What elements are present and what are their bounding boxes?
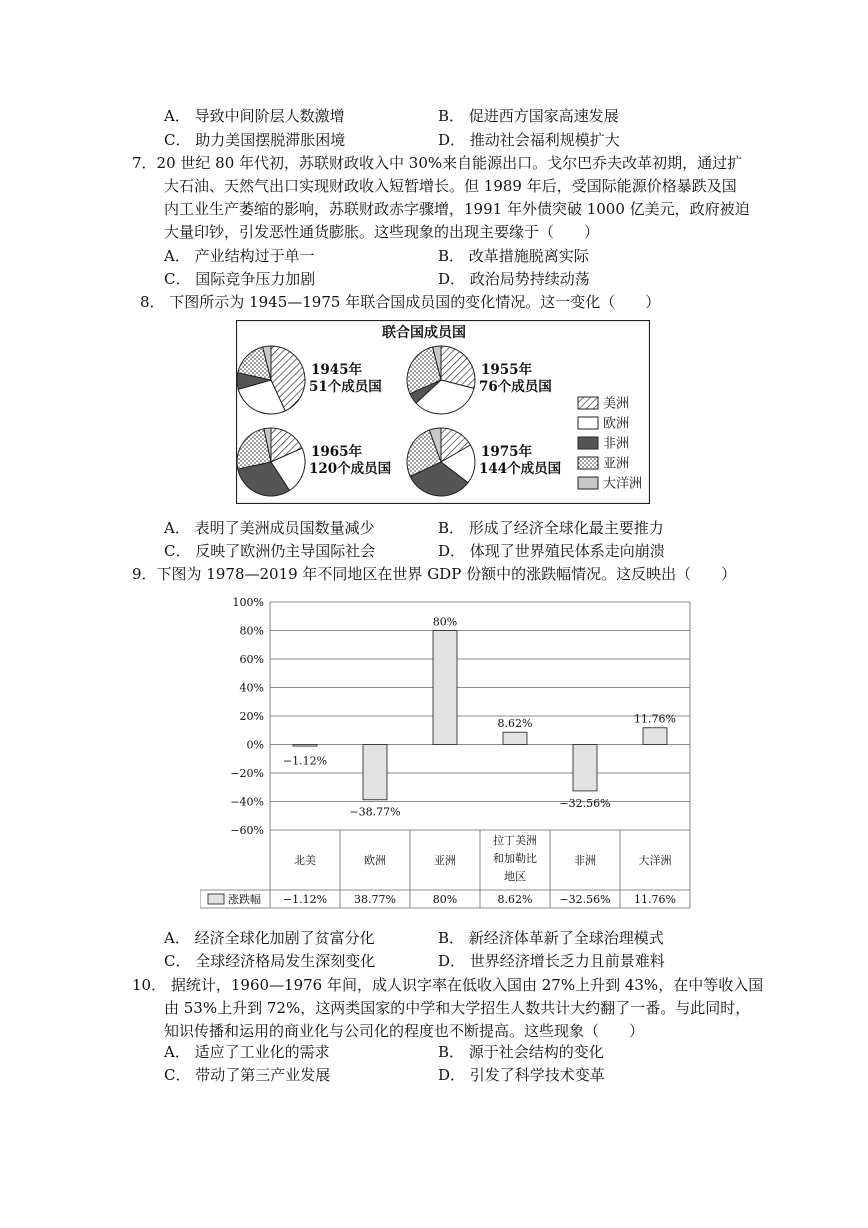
- table-value: −32.56%: [559, 893, 611, 906]
- series-swatch: [208, 894, 224, 904]
- q7-option-a: A． 产业结构过于单一: [164, 247, 315, 265]
- bar-2: [433, 631, 457, 745]
- q8-option-d: D． 体现了世界殖民体系走向崩溃: [438, 542, 665, 560]
- category-label: 拉丁美洲: [493, 834, 537, 847]
- gdp-share-bar-chart: [200, 592, 696, 912]
- pie-count-label: 76个成员国: [479, 379, 552, 395]
- y-tick-label: 40%: [239, 681, 264, 695]
- pie-count-label: 51个成员国: [309, 379, 382, 395]
- y-tick-label: 0%: [246, 738, 264, 752]
- y-tick-label: −20%: [230, 767, 264, 780]
- category-label: 亚洲: [434, 854, 456, 867]
- pie-count-label: 120个成员国: [309, 461, 392, 477]
- category-label: 大洋洲: [638, 854, 672, 867]
- q7-option-b: B． 改革措施脱离实际: [438, 247, 589, 265]
- category-label: 地区: [504, 870, 526, 883]
- q8-stem: 8． 下图所示为 1945—1975 年联合国成员国的变化情况。这一变化（ ）: [140, 293, 661, 311]
- q10-stem-line-2: 由 53%上升到 72%，这两类国家的中学和大学招生人数共计大约翻了一番。与此同时，: [164, 999, 751, 1017]
- q7-stem-line-3: 内工业生产萎缩的影响，苏联财政赤字骤增，1991 年外债突破 1000 亿美元，政府被迫: [164, 200, 750, 218]
- bar-data-label: 80%: [432, 615, 458, 629]
- pie-year-label: 1945年: [311, 362, 363, 378]
- q10-option-d: D． 引发了科学技术变革: [438, 1066, 605, 1084]
- q9-option-b: B． 新经济体革新了全球治理模式: [438, 929, 664, 947]
- legend-swatch: [578, 457, 598, 469]
- q6-option-b: B． 促进西方国家高速发展: [438, 107, 619, 125]
- q7-stem-line-1: 7．20 世纪 80 年代初，苏联财政收入中 30%来自能源出口。戈尔巴乔夫改革初期，通过扩: [132, 154, 743, 172]
- legend-label: 大洋洲: [603, 476, 643, 492]
- q10-stem-line-3: 知识传播和运用的商业化与公司化的程度也不断提高。这些现象（ ）: [164, 1022, 645, 1040]
- category-label: 欧洲: [364, 854, 386, 867]
- y-tick-label: −40%: [230, 795, 264, 809]
- category-label: 北美: [294, 854, 316, 867]
- bar-4: [573, 745, 597, 791]
- table-value: −1.12%: [282, 893, 328, 906]
- y-tick-label: 100%: [232, 596, 264, 609]
- q10-option-a: A． 适应了工业化的需求: [164, 1043, 330, 1061]
- q7-stem-line-4: 大量印钞，引发恶性通货膨胀。这些现象的出现主要缘于（ ）: [164, 223, 600, 241]
- table-value: 11.76%: [634, 893, 676, 906]
- legend-swatch: [578, 437, 598, 449]
- un-members-pie-figure: [236, 320, 650, 504]
- pie-count-label: 144个成员国: [479, 461, 562, 477]
- bar-data-label: −32.56%: [559, 796, 611, 810]
- bar-data-label: −38.77%: [349, 805, 401, 819]
- pie-figure-title: 联合国成员国: [382, 325, 466, 341]
- legend-label: 亚洲: [603, 456, 630, 472]
- y-tick-label: −60%: [230, 824, 264, 837]
- q8-option-c: C． 反映了欧洲仍主导国际社会: [164, 542, 376, 560]
- q9-option-d: D． 世界经济增长乏力且前景难料: [438, 952, 665, 970]
- q7-stem-line-2: 大石油、天然气出口实现财政收入短暂增长。但 1989 年后，受国际能源价格暴跌及国: [164, 177, 737, 195]
- y-tick-label: 60%: [239, 653, 264, 666]
- category-label: 和加勒比: [493, 852, 537, 865]
- q7-option-d: D． 政治局势持续动荡: [438, 270, 590, 288]
- table-value: 80%: [432, 893, 458, 906]
- legend-swatch: [578, 397, 598, 409]
- y-tick-label: 20%: [239, 710, 264, 723]
- pie-year-label: 1955年: [481, 362, 533, 378]
- series-name: 涨跌幅: [228, 893, 261, 906]
- bar-data-label: −1.12%: [282, 754, 328, 768]
- q8-option-b: B． 形成了经济全球化最主要推力: [438, 519, 664, 537]
- q6-option-a: A． 导致中间阶层人数激增: [164, 107, 345, 125]
- q10-stem-line-1: 10． 据统计，1960—1976 年间，成人识字率在低收入国由 27%上升到 43%，在中等收入国: [132, 976, 764, 994]
- pie-year-label: 1975年: [481, 444, 533, 460]
- bar-data-label: 11.76%: [634, 712, 676, 726]
- q10-option-c: C． 带动了第三产业发展: [164, 1066, 331, 1084]
- q6-option-d: D． 推动社会福利规模扩大: [438, 131, 620, 149]
- q7-option-c: C． 国际竞争压力加剧: [164, 270, 316, 288]
- legend-swatch: [578, 477, 598, 489]
- table-value: 38.77%: [354, 893, 396, 906]
- pie-year-label: 1965年: [311, 444, 363, 460]
- legend-swatch: [578, 417, 598, 429]
- bar-5: [643, 728, 667, 745]
- bar-data-label: 8.62%: [497, 717, 533, 731]
- q9-option-a: A． 经济全球化加剧了贫富分化: [164, 929, 375, 947]
- q8-option-a: A． 表明了美洲成员国数量减少: [164, 519, 375, 537]
- bar-1: [363, 745, 387, 800]
- legend-label: 非洲: [603, 436, 630, 452]
- q6-option-c: C． 助力美国摆脱滞胀困境: [164, 131, 346, 149]
- category-label: 非洲: [574, 854, 596, 867]
- bar-0: [293, 745, 317, 747]
- q9-option-c: C． 全球经济格局发生深刻变化: [164, 952, 376, 970]
- legend-label: 欧洲: [603, 416, 630, 432]
- q10-option-b: B． 源于社会结构的变化: [438, 1043, 604, 1061]
- bar-3: [503, 732, 527, 744]
- table-value: 8.62%: [497, 893, 533, 906]
- q9-stem: 9．下图为 1978—2019 年不同地区在世界 GDP 份额中的涨跌幅情况。这反映出（ ）: [132, 565, 737, 583]
- y-tick-label: 80%: [239, 624, 264, 638]
- legend-label: 美洲: [603, 396, 630, 412]
